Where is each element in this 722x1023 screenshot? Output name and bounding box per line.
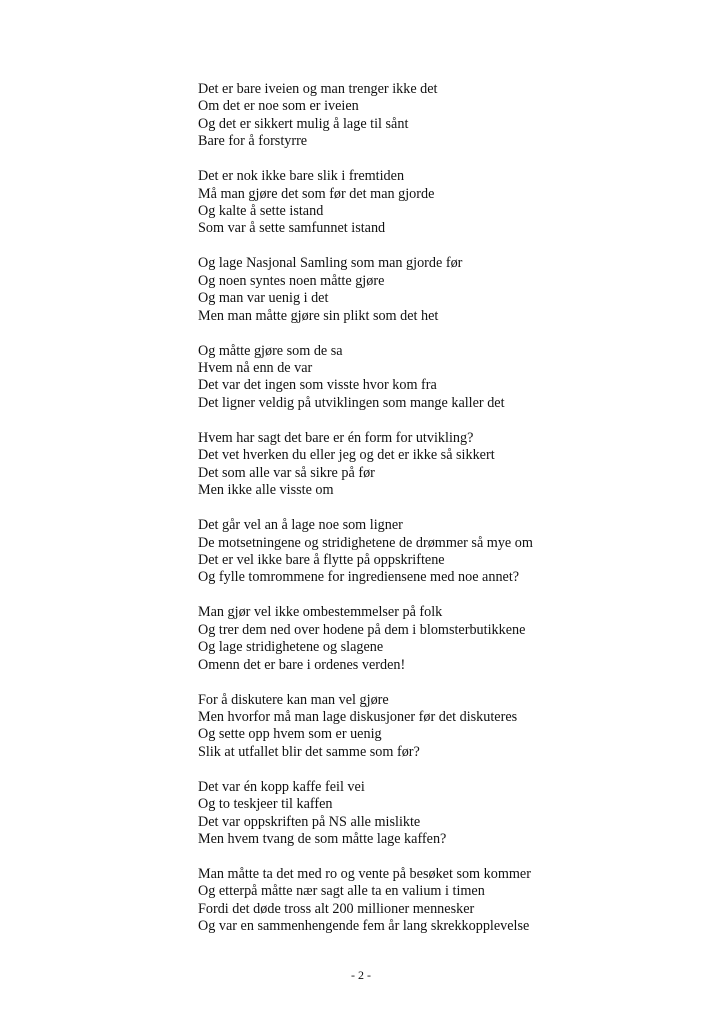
poem-line: Men hvorfor må man lage diskusjoner før det diskuteres [198, 708, 518, 725]
poem-line: De motsetningene og stridighetene de drømmer så mye om [198, 534, 533, 551]
poem-line: Omenn det er bare i ordenes verden! [198, 656, 406, 673]
stanza-6 [198, 517, 698, 587]
stanza-9 [198, 779, 698, 849]
poem-line: Og lage stridighetene og slagene [198, 639, 384, 656]
poem-line: Men ikke alle visste om [198, 482, 334, 499]
poem-line: Som var å sette samfunnet istand [198, 220, 386, 237]
poem-line: Man måtte ta det med ro og vente på besøket som kommer [198, 865, 531, 882]
stanza-8 [198, 692, 698, 762]
poem-line: Det er vel ikke bare å flytte på oppskriftene [198, 551, 445, 568]
poem-line: Og man var uenig i det [198, 290, 329, 307]
poem-line: Og etterpå måtte nær sagt alle ta en valium i timen [198, 883, 485, 900]
stanza-2 [198, 168, 698, 238]
poem-line: Bare for å forstyrre [198, 133, 308, 150]
poem-line: Og to teskjeer til kaffen [198, 796, 333, 813]
poem-line: Slik at utfallet blir det samme som før? [198, 743, 420, 760]
poem-line: Og sette opp hvem som er uenig [198, 726, 382, 743]
poem-line: Det ligner veldig på utviklingen som mange kaller det [198, 394, 505, 411]
poem-line: Og det er sikkert mulig å lage til sånt [198, 115, 409, 132]
poem-line: Men man måtte gjøre sin plikt som det het [198, 307, 439, 324]
poem-line: For å diskutere kan man vel gjøre [198, 691, 389, 708]
poem-line: Det går vel an å lage noe som ligner [198, 517, 403, 534]
poem-line: Men hvem tvang de som måtte lage kaffen? [198, 830, 447, 847]
poem-line: Det er nok ikke bare slik i fremtiden [198, 168, 405, 185]
poem-line: Må man gjøre det som før det man gjorde [198, 185, 435, 202]
poem-line: Det var én kopp kaffe feil vei [198, 778, 365, 795]
stanza-10 [198, 866, 698, 936]
poem-line: Hvem nå enn de var [198, 360, 313, 377]
stanza-5 [198, 430, 698, 500]
poem-line: Det var oppskriften på NS alle mislikte [198, 813, 421, 830]
poem-line: Og var en sammenhengende fem år lang skrekkopplevelse [198, 918, 530, 935]
poem-line: Og trer dem ned over hodene på dem i blomsterbutikkene [198, 621, 526, 638]
stanza-3 [198, 255, 698, 325]
poem-line: Om det er noe som er iveien [198, 98, 359, 115]
poem-body [198, 81, 698, 953]
page-number: - 2 - [351, 968, 371, 982]
stanza-4 [198, 343, 698, 413]
poem-line: Og måtte gjøre som de sa [198, 342, 343, 359]
poem-line: Det vet hverken du eller jeg og det er ikke så sikkert [198, 447, 495, 464]
poem-line: Hvem har sagt det bare er én form for utvikling? [198, 429, 474, 446]
poem-line: Det er bare iveien og man trenger ikke det [198, 81, 438, 97]
poem-line: Det som alle var så sikre på før [198, 464, 375, 481]
stanza-7 [198, 604, 698, 674]
poem-line: Og noen syntes noen måtte gjøre [198, 272, 385, 289]
poem-line: Og lage Nasjonal Samling som man gjorde før [198, 255, 463, 272]
poem-line: Man gjør vel ikke ombestemmelser på folk [198, 604, 443, 621]
poem-line: Det var det ingen som visste hvor kom fra [198, 377, 437, 394]
poem-line: Og fylle tomrommene for ingrediensene med noe annet? [198, 569, 520, 586]
stanza-1 [198, 81, 698, 151]
poem-line: Og kalte å sette istand [198, 203, 324, 220]
poem-line: Fordi det døde tross alt 200 millioner mennesker [198, 900, 475, 917]
